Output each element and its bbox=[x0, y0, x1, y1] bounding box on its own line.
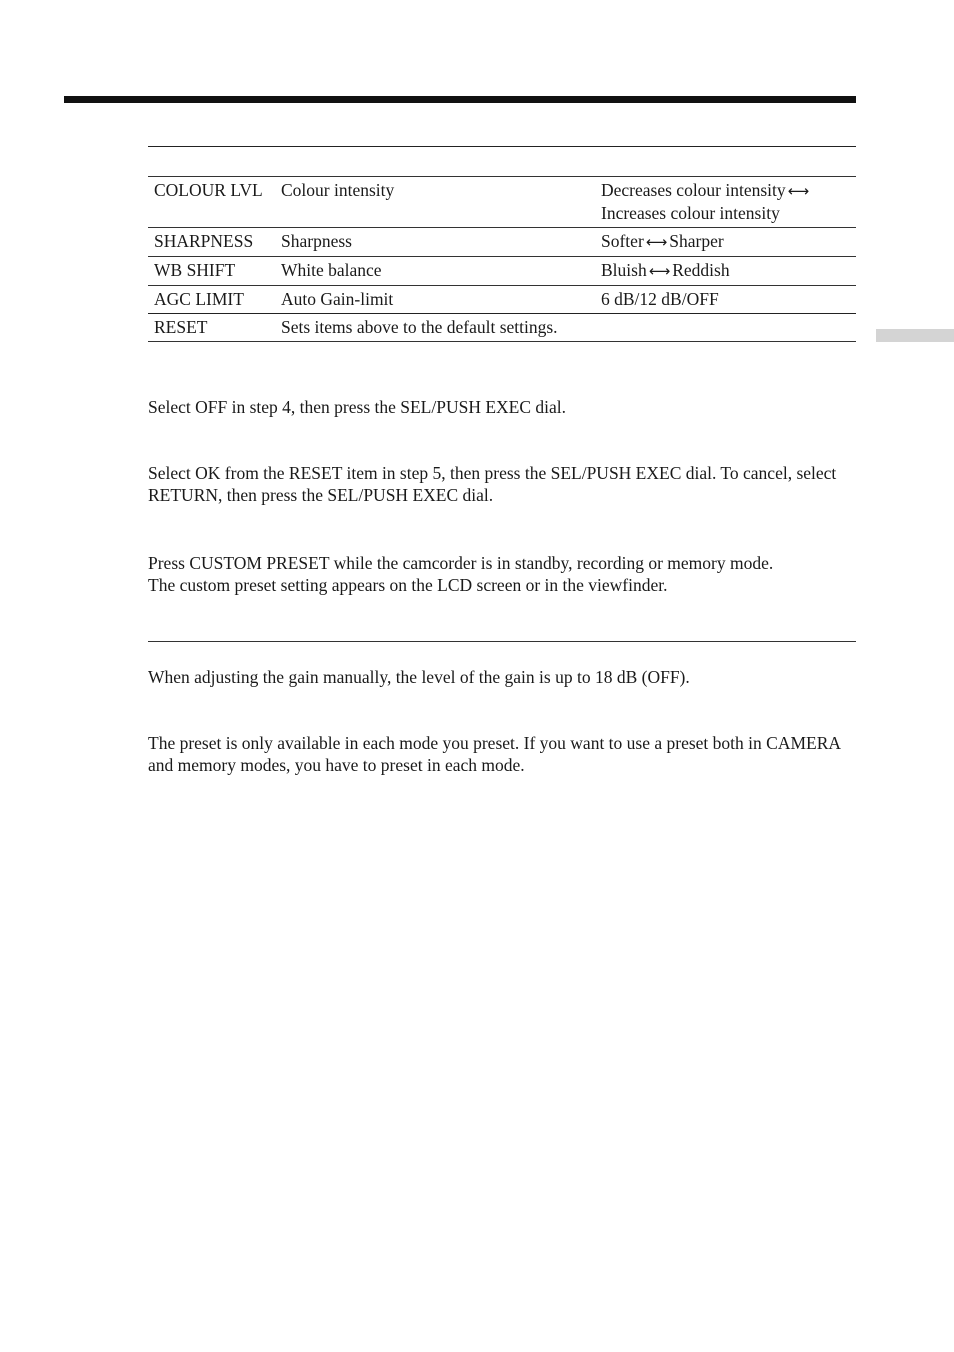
adjust-left: Bluish bbox=[601, 260, 647, 280]
adjust-left: Decreases colour intensity bbox=[601, 180, 786, 200]
adjust-right: Reddish bbox=[672, 260, 730, 280]
instruction-paragraph bbox=[148, 552, 860, 596]
adjust-left: Softer bbox=[601, 231, 644, 251]
adjust-cell bbox=[595, 228, 856, 257]
header-rule bbox=[64, 96, 856, 103]
table-row-wb-shift bbox=[148, 257, 856, 286]
item-cell: AGC LIMIT bbox=[148, 286, 275, 314]
table-row-colour-lvl bbox=[148, 177, 856, 228]
table-row-sharpness bbox=[148, 228, 856, 257]
paragraph-line: Press CUSTOM PRESET while the camcorder is in standby, recording or memory mode. bbox=[148, 553, 774, 573]
meaning-cell: Colour intensity bbox=[275, 177, 595, 228]
double-arrow-icon: ⟷ bbox=[787, 182, 810, 200]
adjust-cell bbox=[595, 177, 856, 228]
meaning-cell: White balance bbox=[275, 257, 595, 286]
double-arrow-icon: ⟷ bbox=[648, 262, 671, 280]
item-cell: COLOUR LVL bbox=[148, 177, 275, 228]
note-paragraph: When adjusting the gain manually, the level of the gain is up to 18 dB (OFF). bbox=[148, 667, 690, 687]
item-cell: WB SHIFT bbox=[148, 257, 275, 286]
section-tab-marker bbox=[876, 329, 954, 342]
adjust-cell: 6 dB/12 dB/OFF bbox=[595, 286, 856, 314]
adjust-right: Sharper bbox=[669, 231, 724, 251]
instruction-paragraph: Select OFF in step 4, then press the SEL/PUSH EXEC dial. bbox=[148, 397, 567, 417]
item-cell: RESET bbox=[148, 314, 275, 342]
adjust-right: Increases colour intensity bbox=[601, 203, 780, 223]
table-row-agc-limit bbox=[148, 286, 856, 314]
meaning-cell: Sets items above to the default settings. bbox=[275, 314, 595, 342]
adjust-cell bbox=[595, 257, 856, 286]
meaning-cell: Sharpness bbox=[275, 228, 595, 257]
instruction-paragraph: Select OK from the RESET item in step 5, then press the SEL/PUSH EXEC dial. To cancel, select RETURN, then press the SEL/PUSH EXEC dial. bbox=[148, 463, 837, 505]
section-divider bbox=[148, 641, 856, 642]
paragraph-line: The custom preset setting appears on the LCD screen or in the viewfinder. bbox=[148, 575, 668, 595]
note-paragraph: The preset is only available in each mode you preset. If you want to use a preset both in CAMERA and memory modes, you have to preset in each mode. bbox=[148, 733, 841, 775]
settings-table bbox=[148, 176, 856, 342]
table-row-reset bbox=[148, 314, 856, 342]
double-arrow-icon: ⟷ bbox=[645, 233, 668, 251]
table-header-rule bbox=[148, 146, 856, 176]
meaning-cell: Auto Gain-limit bbox=[275, 286, 595, 314]
item-cell: SHARPNESS bbox=[148, 228, 275, 257]
adjust-cell bbox=[595, 314, 856, 342]
custom-preset-table bbox=[148, 146, 856, 342]
